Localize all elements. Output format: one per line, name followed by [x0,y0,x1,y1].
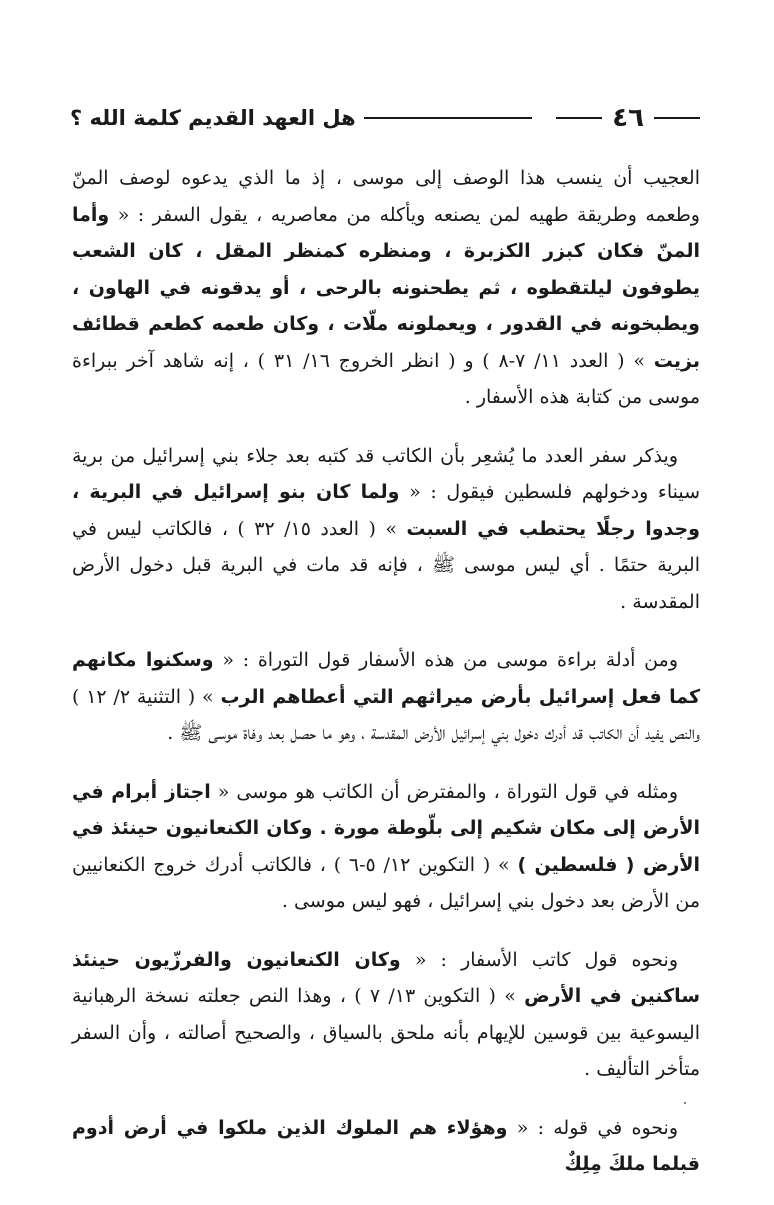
quote-segment: وسكنوا مكانهم كما فعل إسرائيل بأرض ميراثهم التي أعطاهم الرب [72,649,700,708]
header-rule-short [556,117,602,119]
paragraph [72,642,700,752]
paragraph [72,160,700,416]
quote-segment: وأما المنّ فكان كبزر الكزبرة ، ومنظره كمنظر المقل ، كان الشعب يطوفون ليلتقطوه ، ثم يطحنونه بالرحى ، أو يدقونه في الهاون ، ويطبخونه في القدور ، ويعملونه ملّات ، وكان طعمه كطعم قطائف بزيت [72,203,700,372]
text-segment: » ( التثنية ٢/ ١٢ ) والنص يفيد أن الكاتب قد أدرك دخول بني إسرائيل الأرض المقدسة ، وهو ما حصل بعد وفاة موسى ﷺ . [72,685,700,744]
text-segment: العجيب أن ينسب هذا الوصف إلى موسى ، إذ ما الذي يدعوه لوصف المنّ وطعمه وطريقة طهيه لمن يصنعه ويأكله من معاصريه ، يقول السفر : « [72,167,700,226]
page-number: ٤٦ [612,103,644,133]
header-rule-long [364,117,533,119]
quote-segment: اجتاز أبرام في الأرض إلى مكان شكيم إلى بلّوطة مورة . وكان الكنعانيون حينئذ في الأرض ( فلسطين ) [72,780,700,876]
body-text [72,160,700,1205]
text-segment: » ( العدد ١١/ ٧-٨ ) و ( انظر الخروج ١٦/ ٣١ ) ، إنه شاهد آخر ببراءة موسى من كتابة هذه الأسفار . [72,349,700,408]
quote-segment: وهؤلاء هم الملوك الذين ملكوا في أرض أدوم قبلما ملكَ مِلِكٌ [72,1116,700,1175]
text-segment: ومثله في قول التوراة ، والمفترض أن الكاتب هو موسى « [210,780,678,803]
quote-segment: وكان الكنعانيون والفرزّيون حينئذ ساكنين في الأرض [72,948,700,1007]
paragraph [72,774,700,920]
text-segment: ويذكر سفر العدد ما يُشعِر بأن الكاتب قد كتبه بعد جلاء بني إسرائيل من برية سيناء ودخولهم فلسطين فيقول : « [72,444,700,503]
header-rule-right [654,117,700,119]
text-segment: ونحوه قول كاتب الأسفار : « [400,948,678,971]
text-segment: ومن أدلة براءة موسى من هذه الأسفار قول التوراة : « [213,649,678,671]
quote-segment: ولما كان بنو إسرائيل في البرية ، وجدوا رجلًا يحتطب في السبت [72,481,700,540]
paragraph [72,942,700,1088]
text-segment: » ( التكوين ١٢/ ٥-٦ ) ، فالكاتب أدرك خروج الكنعانيين من الأرض بعد دخول بني إسرائيل ، فهو ليس موسى . [72,853,700,912]
text-segment: ونحوه في قوله : « [507,1116,678,1139]
text-segment: » ( التكوين ١٣/ ٧ ) ، وهذا النص جعلته نسخة الرهبانية اليسوعية بين قوسين للإيهام بأنه ملحق بالسياق ، والصحيح أصالته ، وأن السفر متأخر التأليف . [72,985,700,1080]
page-mark [684,1102,686,1104]
page-header [70,98,700,138]
paragraph [72,438,700,621]
text-segment: » ( العدد ١٥/ ٣٢ ) ، فالكاتب ليس في البرية حتمًا . أي ليس موسى ﷺ ، فإنه قد مات في البرية قبل دخول الأرض المقدسة . [72,517,700,613]
running-title: هل العهد القديم كلمة الله ؟ [70,106,356,130]
paragraph [72,1110,700,1183]
